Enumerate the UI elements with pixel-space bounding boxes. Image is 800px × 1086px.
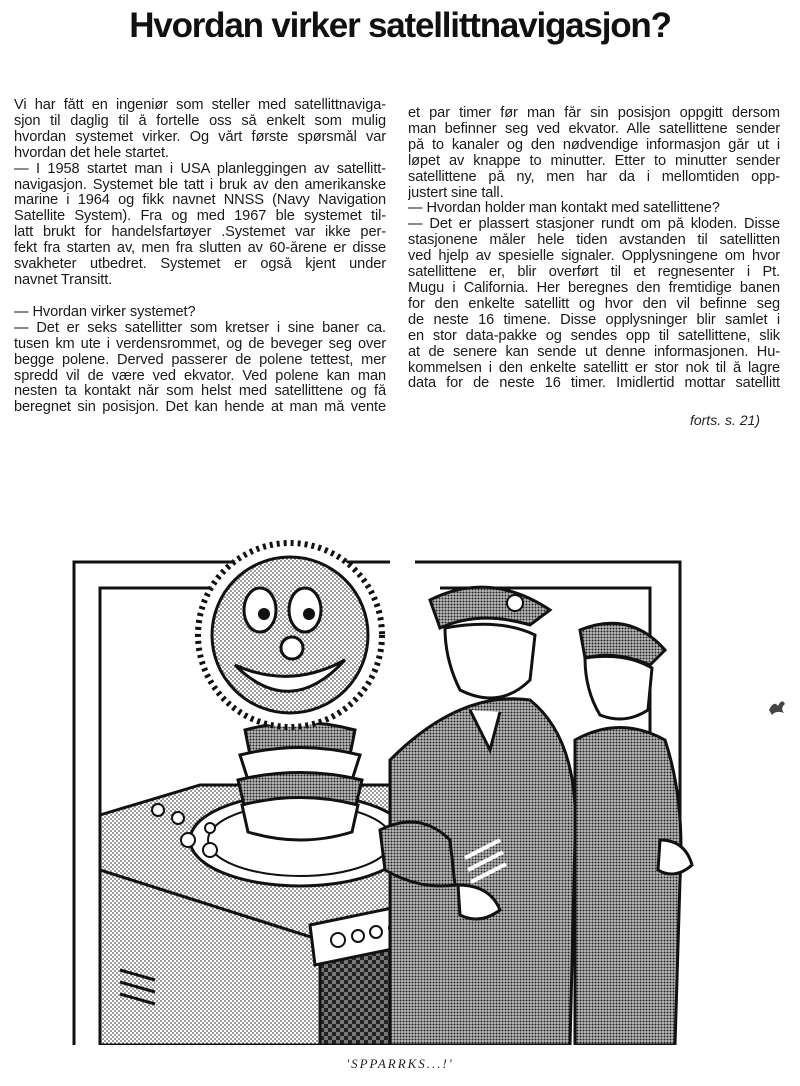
- text-line: stasjonene måler hele tiden avstanden til satellitten: [408, 233, 780, 249]
- text-line: — Hvordan holder man kontakt med satellittene?: [408, 201, 720, 217]
- text-line: på to kanaler og den nødvendige informasjon går ut i: [408, 137, 780, 153]
- text-line: de neste 16 timene. Disse opplysninger blir samlet i: [408, 312, 780, 328]
- text-line: kommelsen i den enkelte satellitt er stor nok til å lagre: [408, 360, 780, 376]
- officer-front: [380, 587, 575, 1045]
- text-line: hvordan det hele startet.: [14, 145, 169, 161]
- text-line: at de senere kan sende ut denne informasjonen. Hu-: [408, 344, 780, 360]
- text-line: for den enkelte satellitt og hvor den vil befinne seg: [408, 296, 780, 312]
- text-line: latt brukt for handelsfartøyer .Systemet var ikke per-: [14, 225, 386, 241]
- text-line: — Hvordan virker systemet?: [14, 304, 196, 320]
- text-line: justert sine tall.: [408, 185, 504, 201]
- ink-smudge: [766, 696, 788, 718]
- text-line: et par timer før man får sin posisjon oppgitt dersom: [408, 106, 780, 121]
- text-line: satellittene er, blir overført til et regnesenter i Pt.: [408, 265, 780, 281]
- text-line: Vi har fått en ingeniør som steller med satellittnaviga-: [14, 98, 386, 113]
- text-line: satellittene på ny, men har da i mellomtiden opp-: [408, 169, 780, 185]
- text-line: løpet av knappe to minutter. Etter to minutter sender: [408, 153, 780, 169]
- text-line: sjon til daglig til å fortelle oss så enkelt som mulig: [14, 113, 386, 129]
- text-line: navigasjon. Systemet ble tatt i bruk av den amerikanske: [14, 177, 386, 193]
- text-line: nesten ta kontakt når som helst med satellittene og få: [14, 384, 386, 400]
- text-line: — Det er plassert stasjoner rundt om på kloden. Disse: [408, 217, 780, 233]
- text-line: marine i 1964 og fikk navnet NNSS (Navy Navigation: [14, 193, 386, 209]
- article-right-column: [408, 106, 780, 392]
- officer-back: [575, 623, 692, 1045]
- text-line: data for de neste 16 timer. Imidlertid mottar satellitt: [408, 376, 780, 392]
- text-line: — I 1958 startet man i USA planleggingen av satellitt-: [14, 161, 386, 177]
- cartoon-illustration: [60, 540, 765, 1045]
- text-line: svakheter utbedret. Systemet er også kjent under: [14, 257, 386, 273]
- article-left-column: [14, 98, 386, 416]
- text-line: tusen km ute i verdensrommet, og de beveger seg over: [14, 336, 386, 352]
- text-line: beregnet sin posisjon. Det kan hende at man må vente: [14, 400, 386, 416]
- text-line: fekt fra starten av, men fra slutten av 60-årene er disse: [14, 241, 386, 257]
- text-line: — Det er seks satellitter som kretser i sine baner ca.: [14, 320, 386, 336]
- text-line: ved hjelp av spesielle signaler. Opplysningene om hvor: [408, 249, 780, 265]
- text-line: man befinner seg ved ekvator. Alle satellittene sender: [408, 121, 780, 137]
- article-title: Hvordan virker satellittnavigasjon?: [129, 6, 671, 45]
- robot-neck: [238, 723, 362, 841]
- continued-note: forts. s. 21): [689, 412, 760, 428]
- text-line: hvordan systemet virker. Og vårt første spørsmål var: [14, 129, 386, 145]
- robot-head: [198, 543, 382, 727]
- text-line: spredd vil de være ved ekvator. Ved polene kan man: [14, 368, 386, 384]
- text-line: begge polene. Derved passerer de polene tettest, mer: [14, 352, 386, 368]
- text-line: navnet Transitt.: [14, 272, 113, 288]
- text-line: Mugu i California. Her beregnes den fremtidige banen: [408, 280, 780, 296]
- text-line: en stor data-pakke og sendes opp til satellittene, slik: [408, 328, 780, 344]
- text-line: Satellite System). Fra og med 1967 ble systemet til-: [14, 209, 386, 225]
- cartoon-caption: 'SPPARRKS...!': [346, 1056, 454, 1071]
